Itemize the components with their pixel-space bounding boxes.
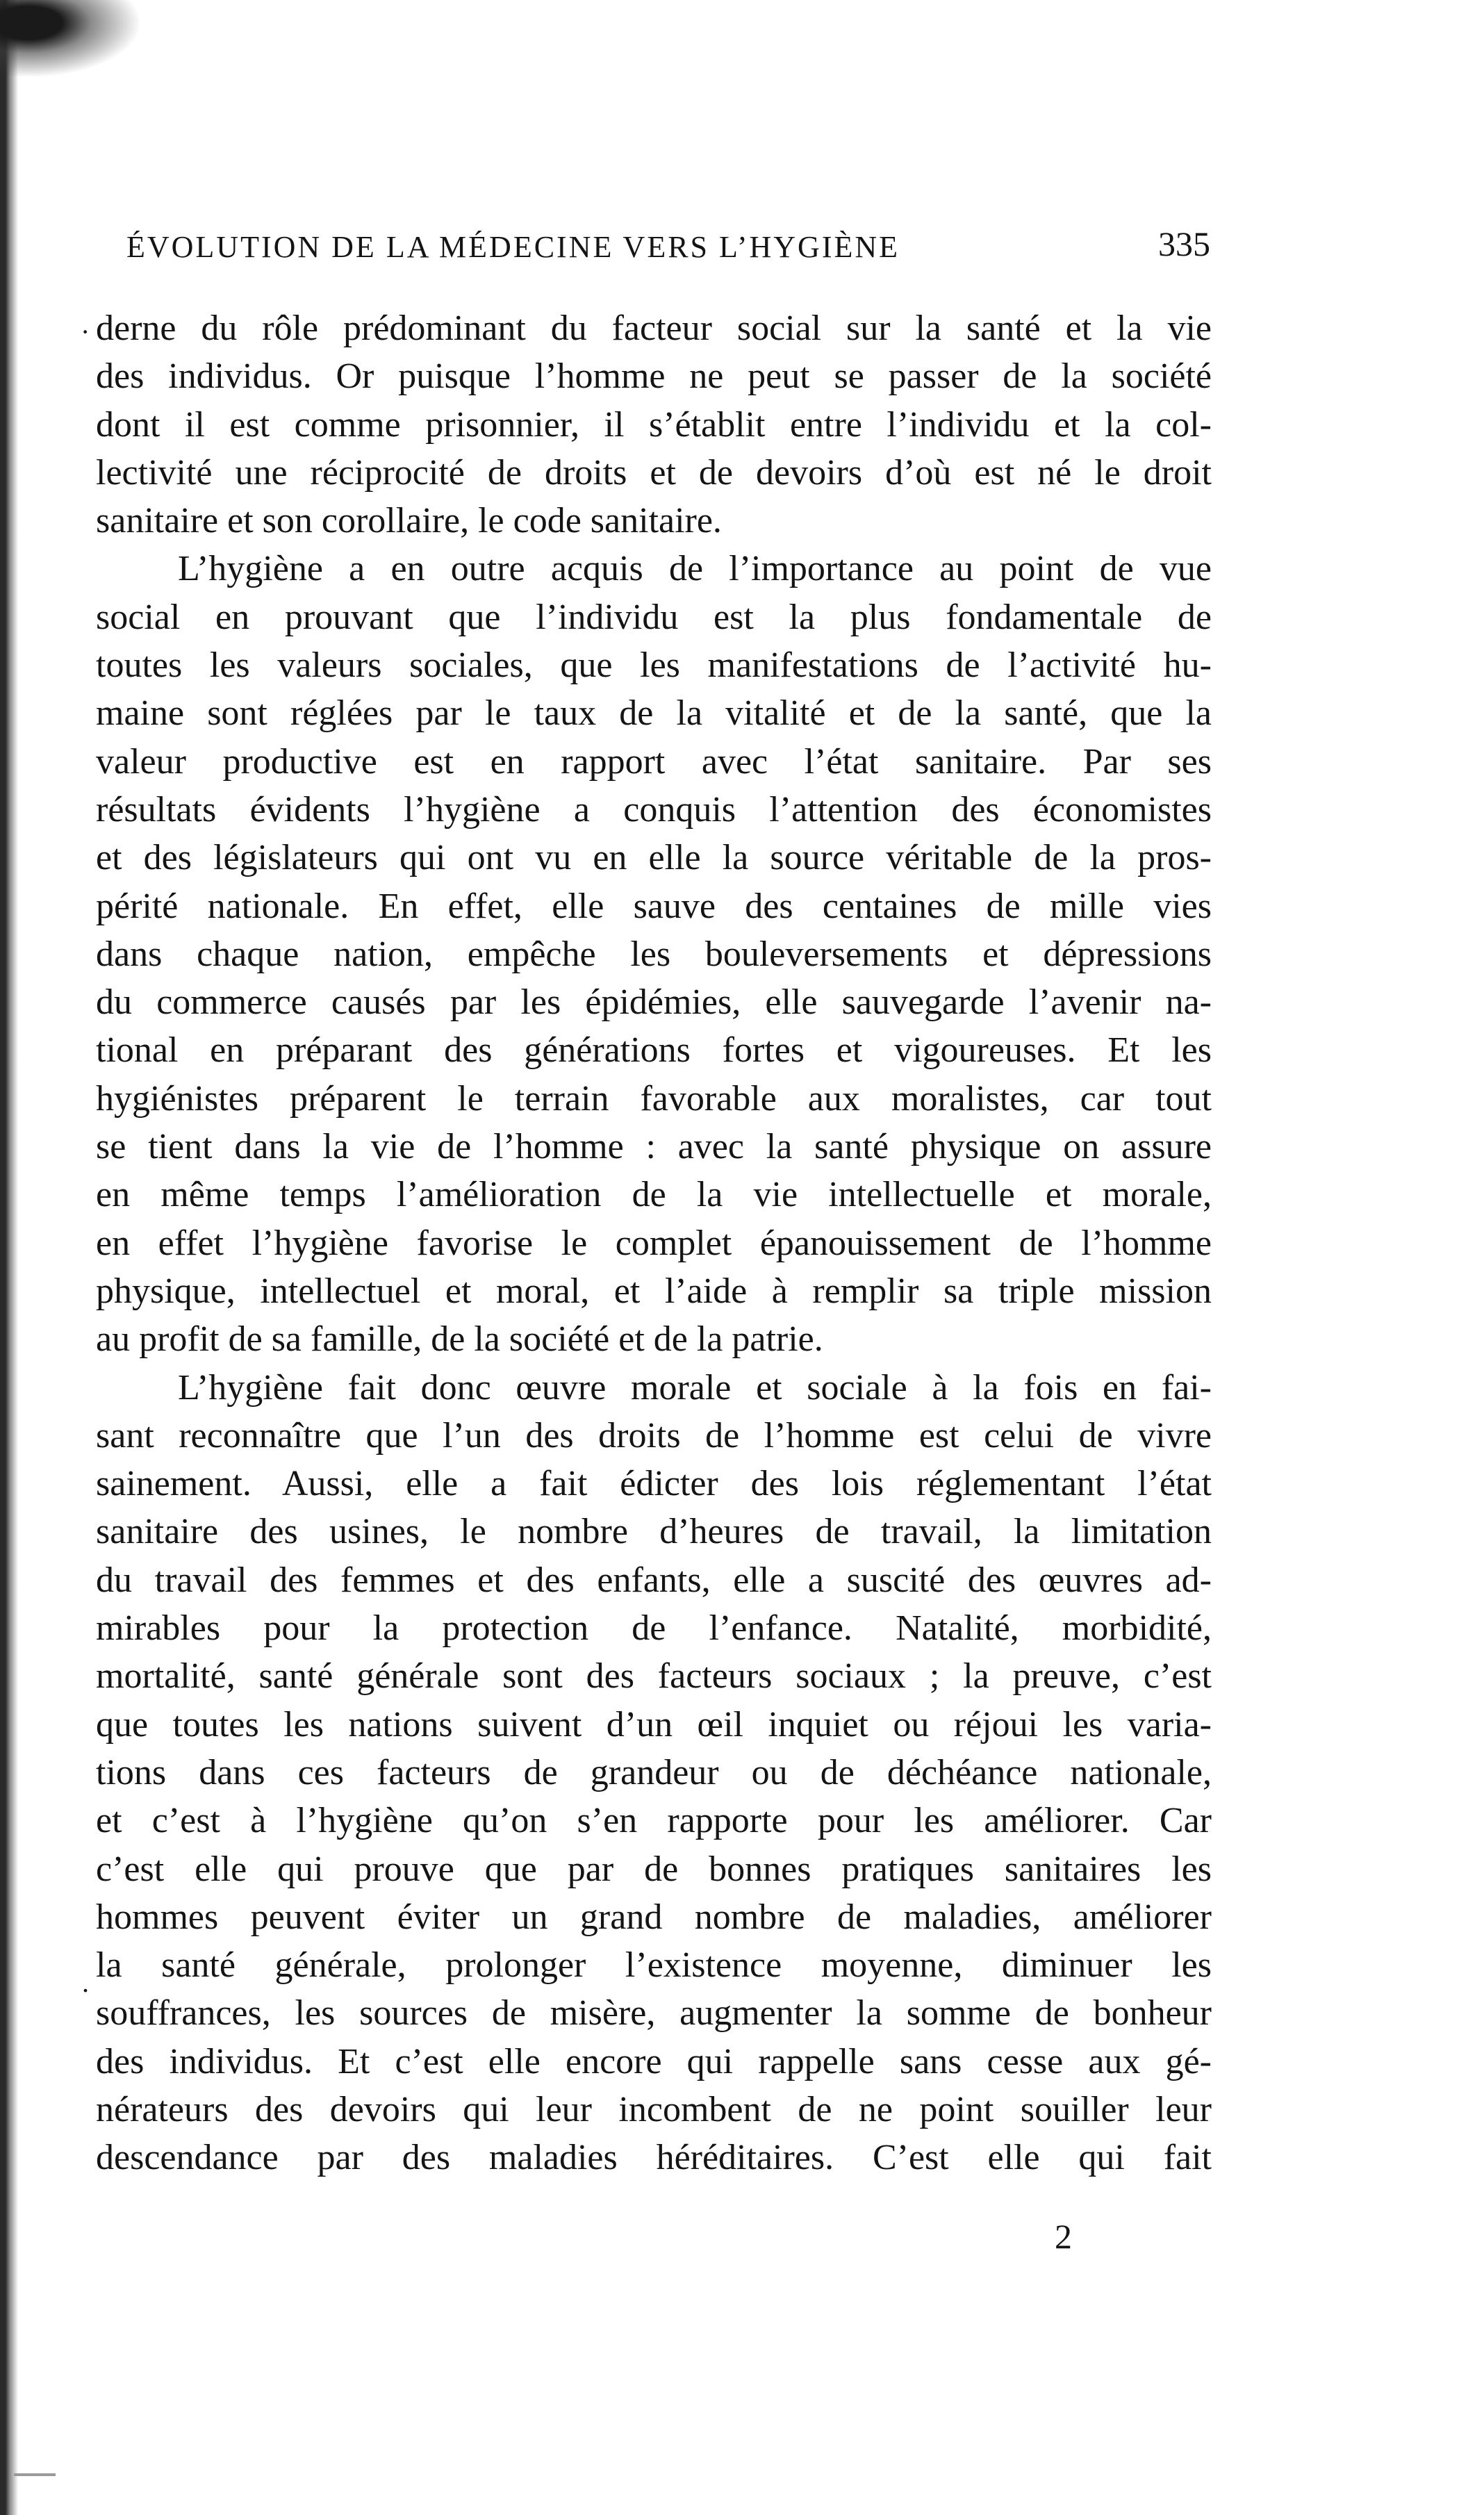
text-line: que toutes les nations suivent d’un œil inquiet ou réjoui les varia- bbox=[96, 1704, 1212, 1745]
running-title: ÉVOLUTION DE LA MÉDECINE VERS L’HYGIÈNE bbox=[126, 230, 900, 264]
text-line: L’hygiène a en outre acquis de l’importance au point de vue bbox=[178, 549, 1212, 589]
margin-dot: . bbox=[82, 1967, 89, 1998]
body-text bbox=[96, 304, 1212, 2182]
text-line: des individus. Or puisque l’homme ne peut se passer de la société bbox=[96, 356, 1212, 397]
text-line: derne du rôle prédominant du facteur social sur la santé et la vie bbox=[96, 308, 1212, 348]
text-line: sanitaire des usines, le nombre d’heures de travail, la limitation bbox=[96, 1512, 1212, 1552]
text-line: valeur productive est en rapport avec l’état sanitaire. Par ses bbox=[96, 741, 1212, 782]
text-line: mirables pour la protection de l’enfance. Natalité, morbidité, bbox=[96, 1608, 1212, 1649]
scan-corner-smudge bbox=[0, 0, 139, 76]
text-line: en effet l’hygiène favorise le complet épanouissement de l’homme bbox=[96, 1223, 1212, 1263]
text-line: et des législateurs qui ont vu en elle la source véritable de la pros- bbox=[96, 838, 1212, 878]
text-line: au profit de sa famille, de la société et de la patrie. bbox=[96, 1319, 823, 1360]
text-line: maine sont réglées par le taux de la vitalité et de la santé, que la bbox=[96, 693, 1212, 734]
text-line: mortalité, santé générale sont des facteurs sociaux ; la preuve, c’est bbox=[96, 1656, 1212, 1697]
text-line: du travail des femmes et des enfants, elle a suscité des œuvres ad- bbox=[96, 1560, 1212, 1600]
running-header bbox=[126, 224, 1210, 279]
scan-margin-mark bbox=[14, 2473, 56, 2476]
page-number: 335 bbox=[1158, 224, 1210, 263]
text-line: toutes les valeurs sociales, que les manifestations de l’activité hu- bbox=[96, 645, 1212, 686]
text-line: nérateurs des devoirs qui leur incombent de ne point souiller leur bbox=[96, 2089, 1212, 2129]
text-line: sainement. Aussi, elle a fait édicter des lois réglementant l’état bbox=[96, 1464, 1212, 1504]
text-line: tions dans ces facteurs de grandeur ou de déchéance nationale, bbox=[96, 1752, 1212, 1792]
margin-dot: · bbox=[81, 316, 90, 347]
text-line: se tient dans la vie de l’homme : avec la santé physique on assure bbox=[96, 1127, 1212, 1167]
signature-mark: 2 bbox=[1055, 2217, 1072, 2256]
text-line: souffrances, les sources de misère, augmenter la somme de bonheur bbox=[96, 1993, 1212, 2034]
text-line: la santé générale, prolonger l’existence moyenne, diminuer les bbox=[96, 1945, 1212, 1986]
text-line: résultats évidents l’hygiène a conquis l’attention des économistes bbox=[96, 789, 1212, 830]
text-line: lectivité une réciprocité de droits et de devoirs d’où est né le droit bbox=[96, 452, 1212, 493]
text-line: dans chaque nation, empêche les bouleversements et dépressions bbox=[96, 934, 1212, 974]
text-line: sanitaire et son corollaire, le code sanitaire. bbox=[96, 501, 722, 541]
text-line: en même temps l’amélioration de la vie intellectuelle et morale, bbox=[96, 1175, 1212, 1215]
text-line: descendance par des maladies héréditaires. C’est elle qui fait bbox=[96, 2138, 1212, 2178]
text-line: c’est elle qui prouve que par de bonnes pratiques sanitaires les bbox=[96, 1849, 1212, 1889]
text-line: L’hygiène fait donc œuvre morale et sociale à la fois en fai- bbox=[178, 1367, 1212, 1408]
text-line: périté nationale. En effet, elle sauve des centaines de mille vies bbox=[96, 886, 1212, 926]
text-line: sant reconnaître que l’un des droits de l’homme est celui de vivre bbox=[96, 1415, 1212, 1456]
text-line: social en prouvant que l’individu est la plus fondamentale de bbox=[96, 597, 1212, 637]
text-line: du commerce causés par les épidémies, elle sauvegarde l’avenir na- bbox=[96, 982, 1212, 1023]
text-line: et c’est à l’hygiène qu’on s’en rapporte pour les améliorer. Car bbox=[96, 1801, 1212, 1841]
text-line: hygiénistes préparent le terrain favorable aux moralistes, car tout bbox=[96, 1078, 1212, 1119]
text-line: hommes peuvent éviter un grand nombre de maladies, améliorer bbox=[96, 1897, 1212, 1937]
text-line: des individus. Et c’est elle encore qui rappelle sans cesse aux gé- bbox=[96, 2041, 1212, 2081]
text-line: tional en préparant des générations fortes et vigoureuses. Et les bbox=[96, 1030, 1212, 1071]
text-line: physique, intellectuel et moral, et l’aide à remplir sa triple mission bbox=[96, 1271, 1212, 1311]
scan-binding-edge bbox=[0, 0, 18, 2515]
text-line: dont il est comme prisonnier, il s’établit entre l’individu et la col- bbox=[96, 404, 1212, 445]
